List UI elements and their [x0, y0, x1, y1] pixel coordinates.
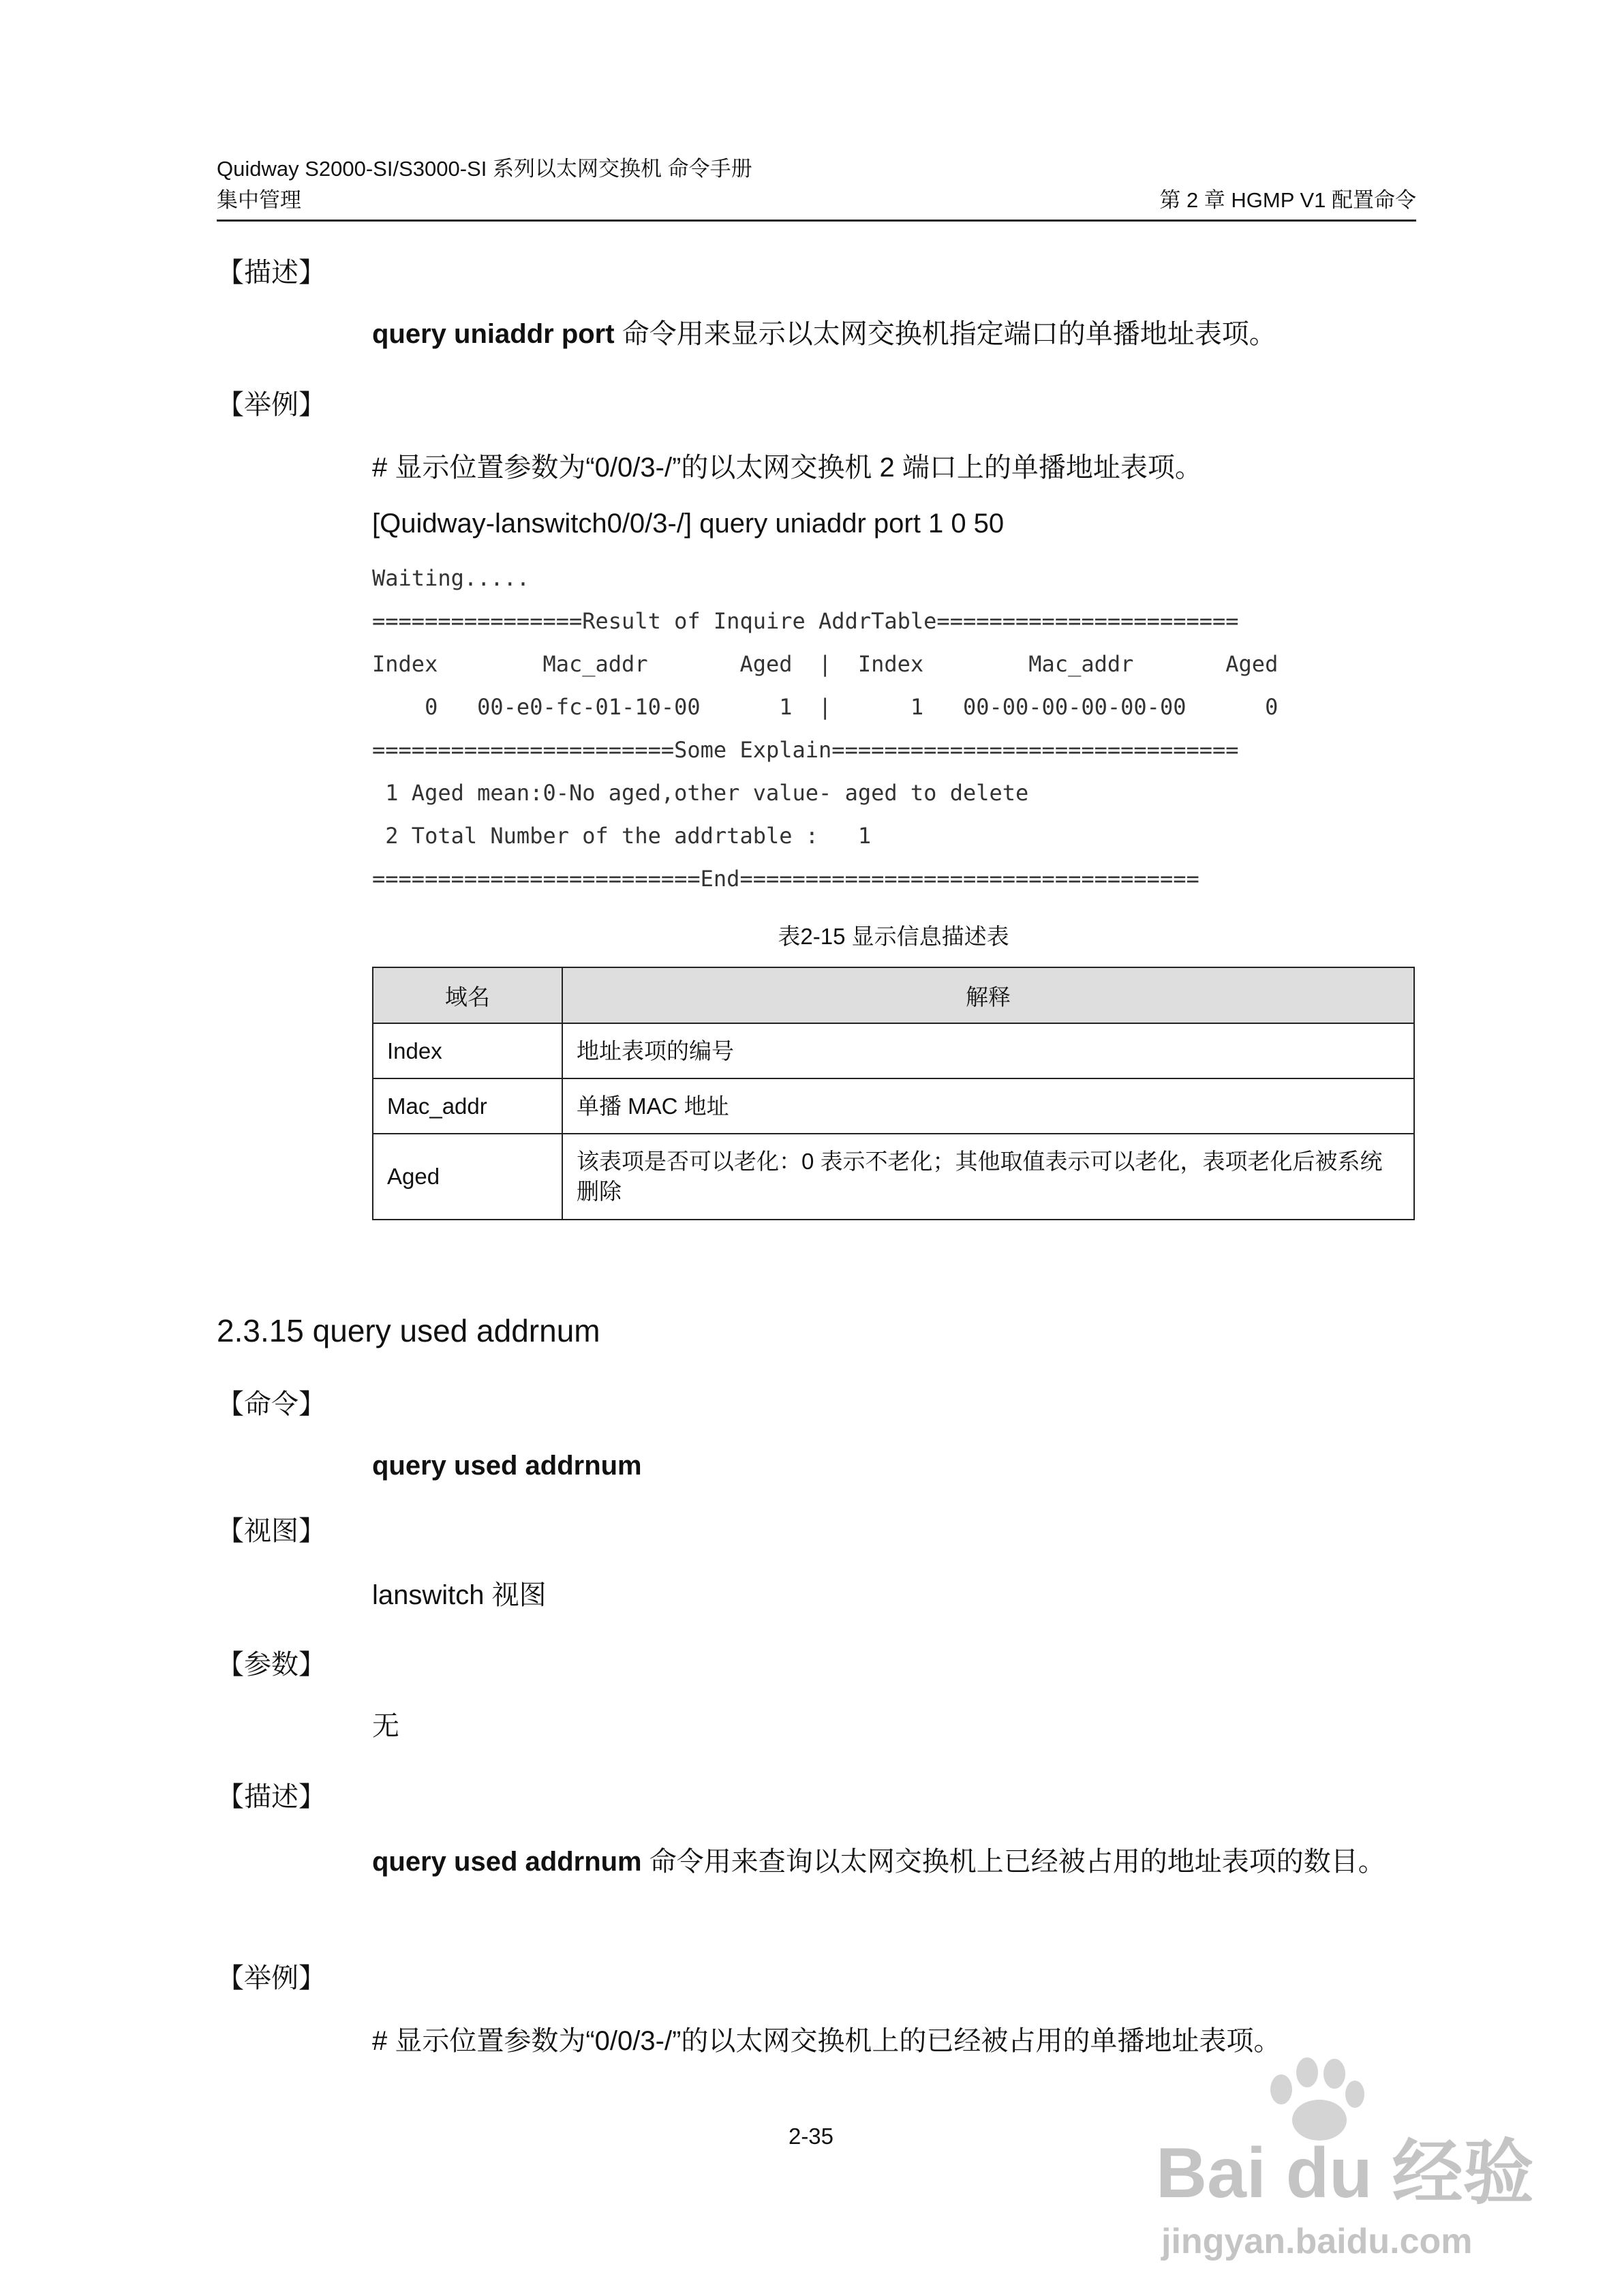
- output-line: ================Result of Inquire AddrTable=======================: [372, 608, 1239, 634]
- desc-label: 【描述】: [217, 258, 326, 288]
- output-line: 1 Aged mean:0-No aged,other value- aged to delete: [372, 780, 1029, 806]
- desc-text: 命令用来显示以太网交换机指定端口的单播地址表项。: [614, 319, 1276, 349]
- watermark-logo: Bai du 经验: [1156, 2134, 1534, 2213]
- table-header-explanation: 解释: [562, 967, 1414, 1023]
- desc2-text: 命令用来查询以太网交换机上已经被占用的地址表项的数目。: [641, 1847, 1386, 1877]
- output-line: Waiting.....: [372, 565, 530, 591]
- table-cell: Index: [373, 1023, 562, 1078]
- output-line: =======================Some Explain===============================: [372, 737, 1239, 763]
- table-header-row: [373, 967, 1414, 1023]
- watermark-url: jingyan.baidu.com: [1161, 2222, 1473, 2261]
- output-line: Index Mac_addr Aged | Index Mac_addr Aged: [372, 651, 1279, 677]
- table-cell: 该表项是否可以老化：0 表示不老化；其他取值表示可以老化，表项老化后被系统删除: [562, 1134, 1414, 1220]
- header-rule: [217, 220, 1416, 222]
- output-line: 2 Total Number of the addrtable : 1: [372, 823, 872, 849]
- view-label: 【视图】: [217, 1516, 326, 1546]
- header-title: Quidway S2000-SI/S3000-SI 系列以太网交换机 命令手册: [217, 157, 752, 181]
- example-text: # 显示位置参数为“0/0/3-/”的以太网交换机 2 端口上的单播地址表项。: [372, 453, 1202, 483]
- section-heading: 2.3.15 query used addrnum: [217, 1313, 600, 1348]
- table-row: [373, 1023, 1414, 1078]
- desc-paragraph: [372, 318, 1276, 350]
- desc2-label: 【描述】: [217, 1782, 326, 1812]
- output-line: =========================End===================================: [372, 866, 1199, 892]
- table-cell: Aged: [373, 1134, 562, 1220]
- header-chapter: 第 2 章 HGMP V1 配置命令: [1159, 188, 1416, 212]
- output-line: 0 00-e0-fc-01-10-00 1 | 1 00-00-00-00-00-00 0: [372, 694, 1279, 720]
- param-text: 无: [372, 1711, 399, 1741]
- param-label: 【参数】: [217, 1650, 326, 1680]
- header-section: 集中管理: [217, 188, 301, 212]
- table-caption: 表2-15 显示信息描述表: [778, 924, 1009, 949]
- example2-text: # 显示位置参数为“0/0/3-/”的以太网交换机上的已经被占用的单播地址表项。: [372, 2026, 1281, 2056]
- command-label: 【命令】: [217, 1389, 326, 1419]
- table-cell: Mac_addr: [373, 1078, 562, 1134]
- table-row: [373, 1134, 1414, 1220]
- desc-command: query uniaddr port: [372, 319, 615, 349]
- info-table: [372, 967, 1415, 1220]
- page-number: 2-35: [788, 2124, 834, 2149]
- desc2-command: query used addrnum: [372, 1847, 642, 1877]
- view-text: lanswitch 视图: [372, 1580, 547, 1610]
- example-command: [Quidway-lanswitch0/0/3-/] query uniaddr port 1 0 50: [372, 509, 1005, 539]
- desc2-paragraph: [372, 1839, 1415, 1884]
- table-row: [373, 1078, 1414, 1134]
- table-cell: 单播 MAC 地址: [562, 1078, 1414, 1134]
- watermark: [1152, 2052, 1533, 2277]
- table-cell: 地址表项的编号: [562, 1023, 1414, 1078]
- table-header-field: 域名: [373, 967, 562, 1023]
- example-label: 【举例】: [217, 390, 326, 420]
- example2-label: 【举例】: [217, 1963, 326, 1993]
- command-text: query used addrnum: [372, 1451, 642, 1481]
